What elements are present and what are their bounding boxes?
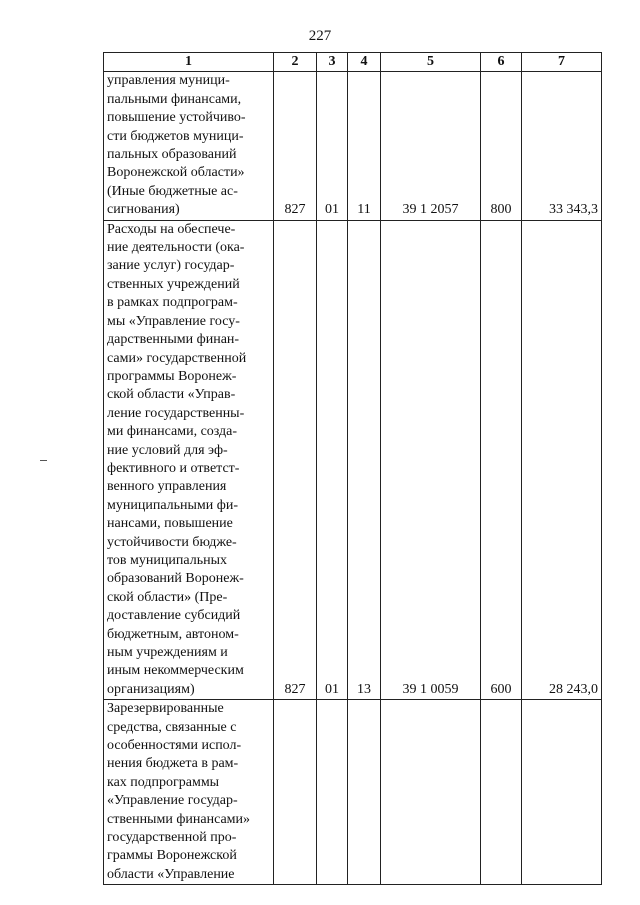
table-row xyxy=(104,220,602,700)
description-line: нансами, повышение xyxy=(107,516,233,532)
section-cell xyxy=(317,700,348,885)
description-line: граммы Воронежской xyxy=(107,848,237,864)
subsection-cell: 13 xyxy=(348,220,381,700)
row-description xyxy=(104,700,274,885)
description-line: устойчивости бюдже- xyxy=(107,534,237,550)
description-line: зание услуг) государ- xyxy=(107,258,235,274)
description-line: пальными финансами, xyxy=(107,91,242,107)
description-line: бюджетным, автоном- xyxy=(107,626,239,642)
description-line: Воронежской области» xyxy=(107,165,245,181)
description-line: сти бюджетов муници- xyxy=(107,128,244,144)
description-line: ние деятельности (ока- xyxy=(107,240,245,256)
description-line: ственными финансами» xyxy=(107,811,251,827)
description-line: ственных учреждений xyxy=(107,276,240,292)
description-line: фективного и ответст- xyxy=(107,460,240,476)
description-line: доставление субсидий xyxy=(107,608,241,624)
table-row xyxy=(104,700,602,885)
target-article-cell xyxy=(381,700,481,885)
description-line: ской области» (Пре- xyxy=(107,589,228,605)
description-line: сигнования) xyxy=(107,202,180,218)
table-row xyxy=(104,72,602,220)
expense-type-cell xyxy=(481,700,522,885)
description-line: организациям) xyxy=(107,681,195,697)
description-line: ление государственны- xyxy=(107,405,245,421)
description-line: «Управление государ- xyxy=(107,793,238,809)
header-cell: 3 xyxy=(317,53,348,72)
admin-code-cell: 827 xyxy=(274,72,317,220)
description-line: в рамках подпрограм- xyxy=(107,295,238,311)
amount-cell xyxy=(522,700,602,885)
description-line: иным некоммерческим xyxy=(107,663,244,679)
header-cell: 6 xyxy=(481,53,522,72)
admin-code-cell xyxy=(274,700,317,885)
description-line: области «Управление xyxy=(107,866,235,882)
description-line: пальных образований xyxy=(107,147,237,163)
description-line: Зарезервированные xyxy=(107,701,224,717)
admin-code-cell: 827 xyxy=(274,220,317,700)
expense-type-cell: 600 xyxy=(481,220,522,700)
row-description xyxy=(104,72,274,220)
section-cell: 01 xyxy=(317,72,348,220)
subsection-cell: 11 xyxy=(348,72,381,220)
description-line: средства, связанные с xyxy=(107,719,237,735)
description-line: программы Воронеж- xyxy=(107,368,237,384)
description-line: муниципальными фи- xyxy=(107,497,239,513)
header-cell: 5 xyxy=(381,53,481,72)
description-line: ние условий для эф- xyxy=(107,442,228,458)
description-line: нения бюджета в рам- xyxy=(107,756,239,772)
row-description xyxy=(104,220,274,700)
description-line: ках подпрограммы xyxy=(107,774,220,790)
expense-type-cell: 800 xyxy=(481,72,522,220)
description-line: государственной про- xyxy=(107,830,237,846)
target-article-cell: 39 1 0059 xyxy=(381,220,481,700)
description-line: повышение устойчиво- xyxy=(107,110,246,126)
description-line: Расходы на обеспече- xyxy=(107,221,236,237)
description-line: образований Воронеж- xyxy=(107,571,244,587)
description-line: особенностями испол- xyxy=(107,738,242,754)
description-line: ми финансами, созда- xyxy=(107,424,238,440)
header-cell: 4 xyxy=(348,53,381,72)
subsection-cell xyxy=(348,700,381,885)
budget-table xyxy=(103,52,602,885)
header-cell: 7 xyxy=(522,53,602,72)
description-line: венного управления xyxy=(107,479,227,495)
amount-cell: 33 343,3 xyxy=(522,72,602,220)
description-line: ской области «Управ- xyxy=(107,387,236,403)
header-cell: 1 xyxy=(104,53,274,72)
description-line: тов муниципальных xyxy=(107,552,227,568)
header-row xyxy=(104,53,602,72)
target-article-cell: 39 1 2057 xyxy=(381,72,481,220)
amount-cell: 28 243,0 xyxy=(522,220,602,700)
description-line: дарственными финан- xyxy=(107,332,240,348)
section-cell: 01 xyxy=(317,220,348,700)
scan-mark xyxy=(40,460,47,461)
description-line: ным учреждениям и xyxy=(107,645,228,660)
page-number: 227 xyxy=(308,28,332,44)
description-line: управления муници- xyxy=(107,73,230,89)
header-cell: 2 xyxy=(274,53,317,72)
description-line: мы «Управление госу- xyxy=(107,313,240,329)
description-line: сами» государственной xyxy=(107,350,247,366)
description-line: (Иные бюджетные ас- xyxy=(107,183,238,199)
